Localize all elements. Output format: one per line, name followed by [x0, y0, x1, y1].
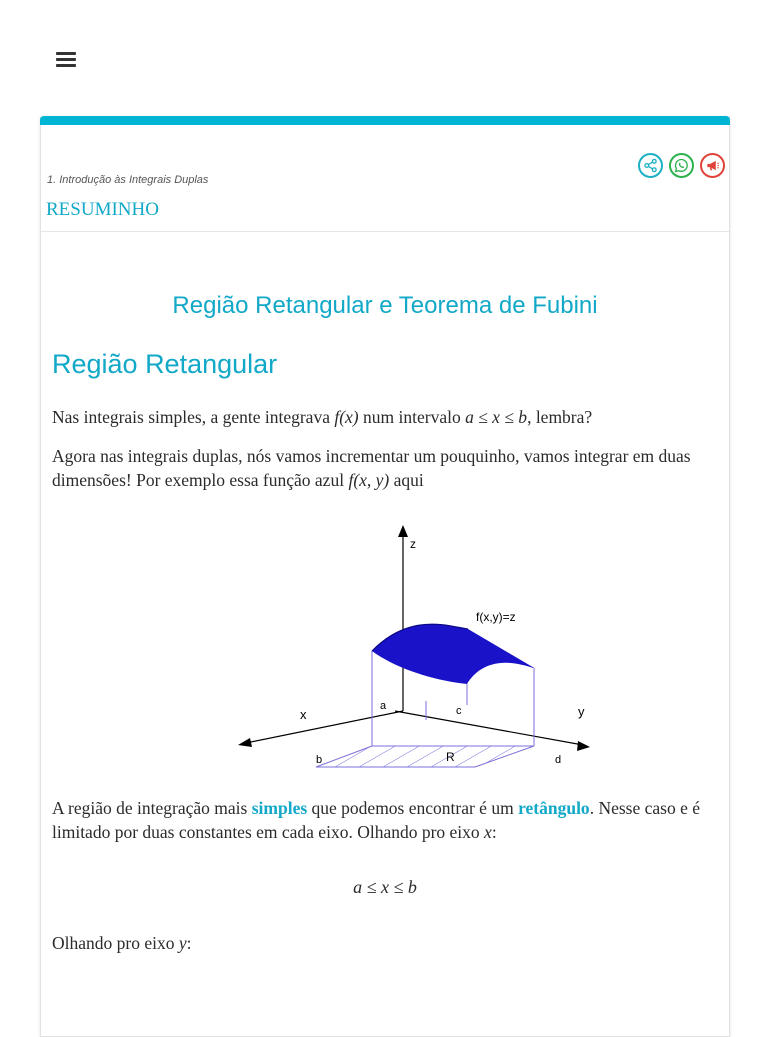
paragraph-4: [52, 931, 712, 955]
card-header: [41, 125, 729, 232]
paragraph-1: [52, 405, 712, 429]
p4-text-end: :: [186, 933, 192, 953]
hamburger-menu-icon[interactable]: [56, 52, 76, 70]
p3-text-mid: que podemos encontrar é um: [307, 798, 519, 818]
breadcrumb[interactable]: 1. Introdução às Integrais Duplas: [47, 174, 209, 186]
p1-math-fx: f(x): [334, 407, 359, 427]
function-label: f(x,y)=z: [476, 610, 516, 624]
section-label[interactable]: RESUMINHO: [46, 199, 159, 220]
rectangular-region-figure: [236, 519, 585, 779]
share-button[interactable]: [638, 153, 663, 178]
p2-math-fxy: f(x, y): [348, 470, 390, 490]
card-accent-bar: [40, 116, 730, 125]
paragraph-3: [52, 796, 712, 844]
p3-text-post: . Nesse caso e é limitado por duas constantes em cada eixo. Olhando pro eixo: [52, 798, 700, 842]
p3-text-pre: A região de integração mais: [52, 798, 252, 818]
megaphone-icon: [705, 158, 720, 173]
page-title: Região Retangular e Teorema de Fubini: [172, 292, 598, 319]
paragraph-2: [52, 444, 712, 492]
whatsapp-icon: [674, 158, 689, 173]
p3-math-x: x: [484, 822, 492, 842]
formula-x-text: a ≤ x ≤ b: [353, 877, 417, 897]
p1-text-pre: Nas integrais simples, a gente integrava: [52, 407, 335, 427]
whatsapp-button[interactable]: [669, 153, 694, 178]
p1-text-post: , lembra?: [527, 407, 593, 427]
report-button[interactable]: [700, 153, 725, 178]
section-heading: Região Retangular: [52, 349, 278, 379]
region-label-R: R: [446, 750, 455, 764]
action-buttons: [638, 153, 725, 178]
axis-label-y: y: [578, 704, 585, 719]
share-icon: [643, 158, 658, 173]
axis-label-z: z: [410, 537, 416, 551]
p2-text-post: aqui: [389, 470, 424, 490]
highlight-simples: simples: [251, 798, 308, 818]
p1-math-interval: a ≤ x ≤ b: [465, 407, 528, 427]
formula-x-range: [51, 877, 719, 898]
highlight-retangulo: retângulo: [518, 798, 590, 818]
p3-text-end: :: [491, 822, 497, 842]
p2-text-pre: Agora nas integrais duplas, nós vamos incrementar um pouquinho, vamos integrar em duas dimensões! Por exemplo essa função azul: [52, 446, 691, 490]
lesson-card: [40, 116, 730, 1037]
p4-math-y: y: [178, 933, 187, 953]
point-label-d: d: [555, 754, 562, 766]
point-label-c: c: [456, 705, 462, 717]
axis-label-x: x: [300, 707, 307, 722]
point-label-b: b: [316, 754, 323, 766]
point-label-a: a: [380, 700, 387, 712]
p4-text-pre: Olhando pro eixo: [52, 933, 179, 953]
p1-text-mid: num intervalo: [358, 407, 466, 427]
